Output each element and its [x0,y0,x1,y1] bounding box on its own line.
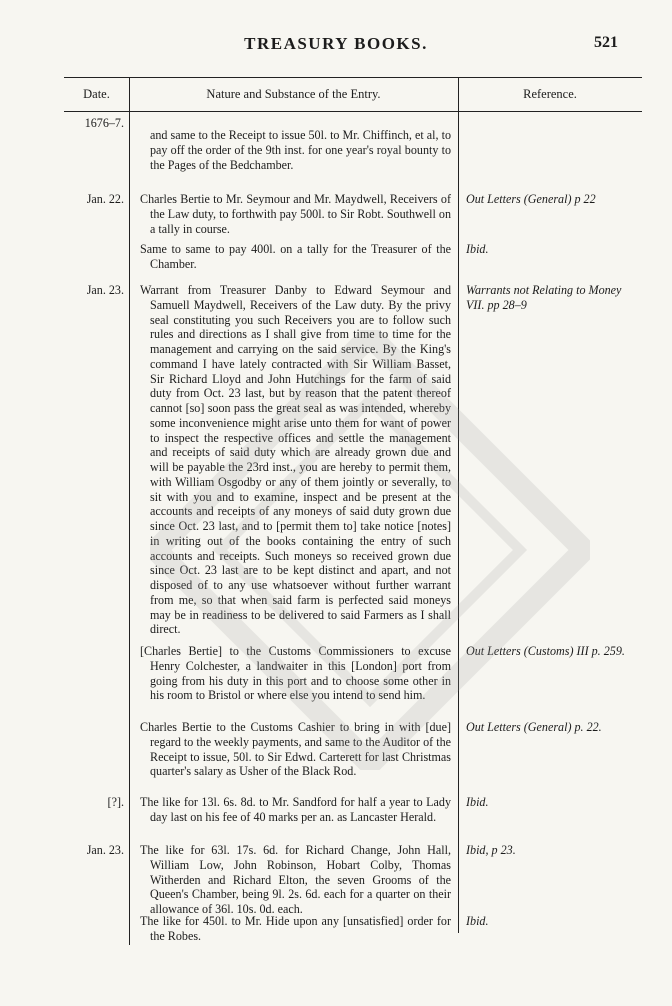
running-title: TREASURY BOOKS. [244,34,428,53]
entry-reference: Out Letters (General) p. 22. [466,720,602,734]
entry-text: Charles Bertie to Mr. Seymour and Mr. Maydwell, Receivers of the Law duty, to forthwith pay 500l. to Sir Robt. Southwell on a tally in course. [140,192,451,236]
date-column-rule [129,77,130,945]
entry-text: Charles Bertie to the Customs Cashier to bring in with [due] regard to the weekly payments, and same to the Auditor of the Receipt to issue, 50l. to Sir Edwd. Carterett for last Christmas quarter's salary as Usher of the Black Rod. [140,720,451,779]
entry-date: 1676–7. [84,116,124,130]
column-header-nature: Nature and Substance of the Entry. [206,87,381,101]
entry-text: The like for 450l. to Mr. Hide upon any [unsatisfied] order for the Robes. [140,914,451,943]
entry-reference: Out Letters (Customs) III p. 259. [466,644,625,658]
entry-date: Jan. 22. [86,192,124,206]
entry-date: Jan. 23. [86,843,124,857]
entry-text: Warrant from Treasurer Danby to Edward Seymour and Samuell Maydwell, Receivers of the Law duty. By the privy seal constituting you such Receivers you are to follow such rules and directions as I shall give from time to time for the management and carrying on the said service. By the King's command I have lately contracted with Sir William Basset, Sir Richard Lloyd and John Hutchings for the farm of said duty from Oct. 23 last, but by reason that the patent thereof cannot [so] soon pass the great seal as was intended, whereby some inconvenience might arise unto them for want of power to inspect the respective offices and settle the management and receipts of said duty which are already grown due and will be payable the 23rd inst., you are hereby to permit them, with William Osgodby or any of them jointly or severally, to sit with you and to examine, inspect and be present at the accounts and receipts of any moneys of said duty grown due since Oct. 23 last, and to [permit them to] take notice [notes] in writing out of the books containing the entry of such accounts and receipts. Such moneys so received grown due since Oct. 23 last are to be kept distinct and apart, and not disposed of to any use whatsoever without further warrant from me, so that when said farm is perfected said moneys may be in readiness to be delivered to said Farmers as I shall direct. [140,283,451,637]
entry-text: The like for 63l. 17s. 6d. for Richard Change, John Hall, William Low, John Robinson, Hobart Colby, Thomas Witherden and Richard Elton, the seven Grooms of the Queen's Chamber, being 9l. 2s. 6d. each for a quarter on their allowance of 36l. 10s. 0d. each. [140,843,451,916]
table-header-rule [64,111,642,112]
page-number: 521 [594,34,618,51]
entry-text: [Charles Bertie] to the Customs Commissioners to excuse Henry Colchester, a landwaiter in this [London] port from going from his duty in this port and to choose some other in his room to Bristol or where else you intend to send him. [140,644,451,703]
entry-text: The like for 13l. 6s. 8d. to Mr. Sandford for half a year to Lady day last on his fee of 40 marks per an. as Lancaster Herald. [140,795,451,824]
entry-reference: Ibid, p 23. [466,843,516,857]
entry-reference: Ibid. [466,914,489,928]
table-top-rule [64,77,642,78]
entry-reference: Ibid. [466,242,489,256]
running-head [0,34,672,58]
reference-column-rule [458,77,459,933]
entry-date: [?]. [107,795,124,809]
entry-reference: Warrants not Relating to Money VII. pp 28–9 [466,283,622,312]
entry-date: Jan. 23. [86,283,124,297]
entry-text: Same to same to pay 400l. on a tally for the Treasurer of the Chamber. [140,242,451,271]
column-header-date: Date. [83,87,110,101]
column-header-reference: Reference. [523,87,577,101]
entry-text: and same to the Receipt to issue 50l. to Mr. Chiffinch, et al, to pay off the order of the 9th inst. for one year's royal bounty to the Pages of the Bedchamber. [150,128,451,172]
entry-reference: Out Letters (General) p 22 [466,192,596,206]
entry-reference: Ibid. [466,795,489,809]
